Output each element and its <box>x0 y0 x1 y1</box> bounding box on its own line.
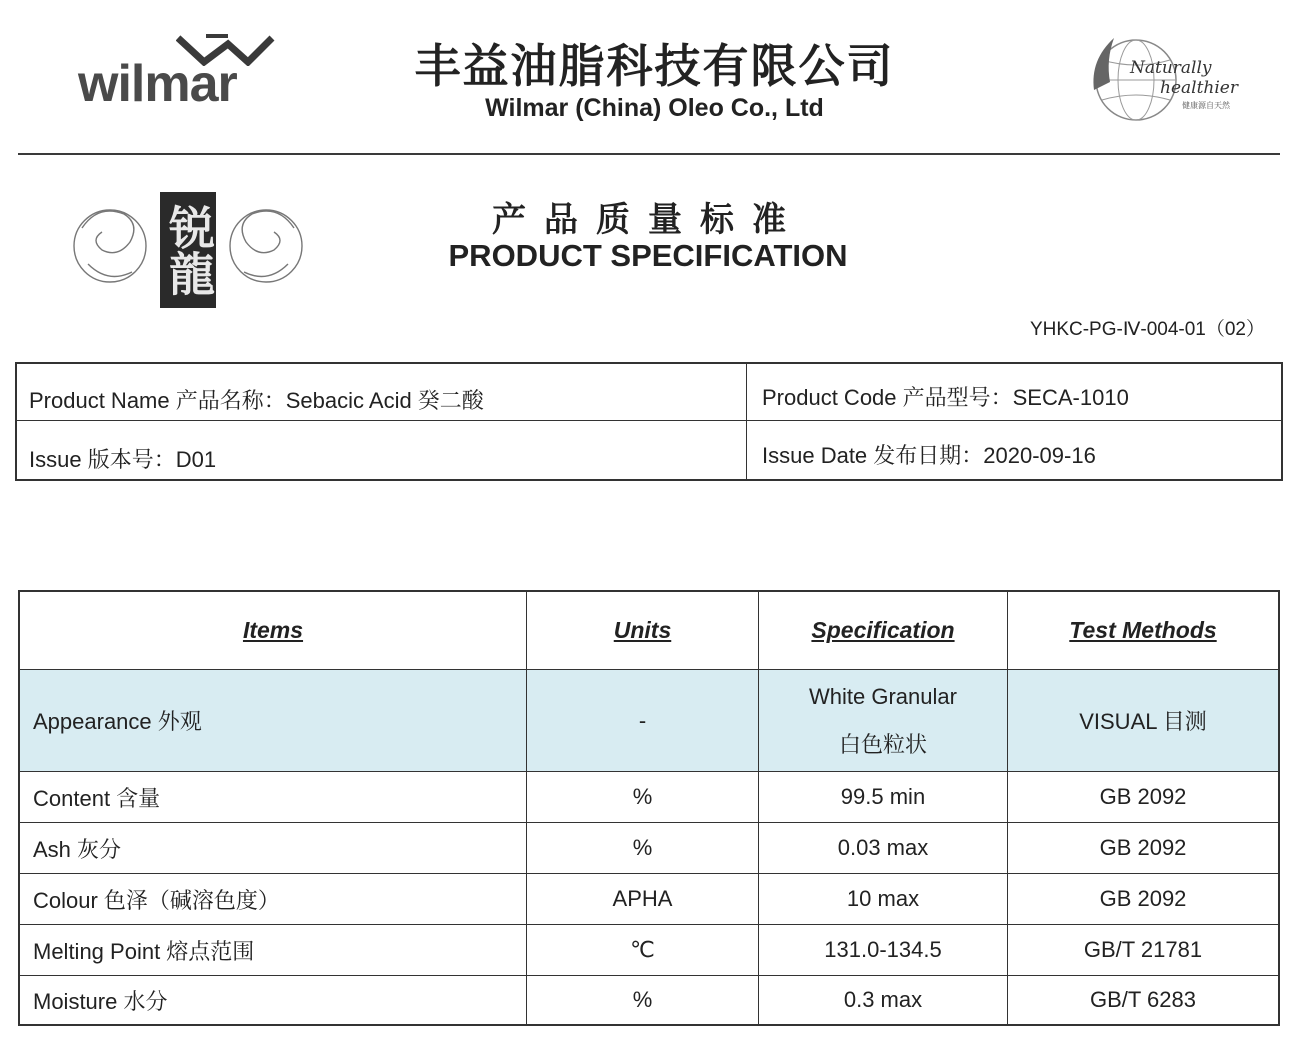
spec-line-cn: 白色粒状 <box>838 731 927 757</box>
header-divider <box>18 153 1280 155</box>
table-row <box>20 976 1278 1024</box>
wilmar-wordmark: wilmar <box>78 55 237 113</box>
item-cell: Moisture 水分 <box>33 988 168 1014</box>
product-code: Product Code 产品型号：SECA-1010 <box>762 385 1129 410</box>
header-units: Units <box>526 592 758 669</box>
spec-line-en: White Granular <box>809 683 957 709</box>
product-info-table <box>15 362 1283 481</box>
method-cell: GB 2092 <box>1007 823 1278 873</box>
table-row <box>20 772 1278 823</box>
product-name: Product Name 产品名称：Sebacic Acid 癸二酸 <box>29 388 484 413</box>
spec-cell: 131.0-134.5 <box>758 925 1007 975</box>
tagline-line1: Naturally <box>1130 58 1212 78</box>
method-cell: GB 2092 <box>1007 772 1278 822</box>
table-row <box>20 925 1278 976</box>
unit-cell: - <box>526 670 758 771</box>
spec-cell: 99.5 min <box>758 772 1007 822</box>
unit-cell: ℃ <box>526 925 758 975</box>
info-divider-vertical <box>746 364 747 479</box>
info-divider-horizontal <box>17 420 1281 421</box>
issue-version: Issue 版本号：D01 <box>29 447 217 472</box>
item-cell: Colour 色泽（碱溶色度） <box>33 887 280 913</box>
unit-cell: APHA <box>526 874 758 924</box>
dragon-seal-logo <box>68 188 308 310</box>
document-code: YHKC-PG-Ⅳ-004-01（02） <box>1029 319 1265 340</box>
unit-cell: % <box>526 772 758 822</box>
spec-cell: 0.03 max <box>758 823 1007 873</box>
seal-characters: 锐龍 <box>162 204 216 296</box>
title-en: PRODUCT SPECIFICATION <box>448 238 848 273</box>
title-cn: 产品质量标准 <box>492 200 804 240</box>
unit-cell: % <box>526 976 758 1024</box>
company-name-en: Wilmar (China) Oleo Co., Ltd <box>485 94 824 122</box>
method-cell: GB 2092 <box>1007 874 1278 924</box>
company-name-cn: 丰益油脂科技有限公司 <box>414 39 895 93</box>
specification-table <box>18 590 1280 1026</box>
table-row <box>20 874 1278 925</box>
spec-cell: 0.3 max <box>758 976 1007 1024</box>
tagline-line2: healthier <box>1160 78 1238 98</box>
table-row <box>20 670 1278 772</box>
table-header-row <box>20 592 1278 670</box>
spec-cell: 10 max <box>758 874 1007 924</box>
header-specification: Specification <box>758 592 1007 669</box>
header-test-methods: Test Methods <box>1007 592 1278 669</box>
header-items: Items <box>242 617 304 643</box>
method-cell: GB/T 21781 <box>1007 925 1278 975</box>
issue-date: Issue Date 发布日期：2020-09-16 <box>762 443 1096 468</box>
tagline-cn: 健康源自天然 <box>1182 101 1230 110</box>
item-cell: Appearance 外观 <box>33 709 202 734</box>
naturally-healthier-logo <box>1088 30 1258 125</box>
method-cell: GB/T 6283 <box>1007 976 1278 1024</box>
item-cell: Ash 灰分 <box>33 836 122 862</box>
item-cell: Melting Point 熔点范围 <box>33 938 255 964</box>
unit-cell: % <box>526 823 758 873</box>
table-row <box>20 823 1278 874</box>
method-cell: VISUAL 目测 <box>1007 670 1278 771</box>
spec-cell <box>758 670 1007 771</box>
item-cell: Content 含量 <box>33 785 161 811</box>
